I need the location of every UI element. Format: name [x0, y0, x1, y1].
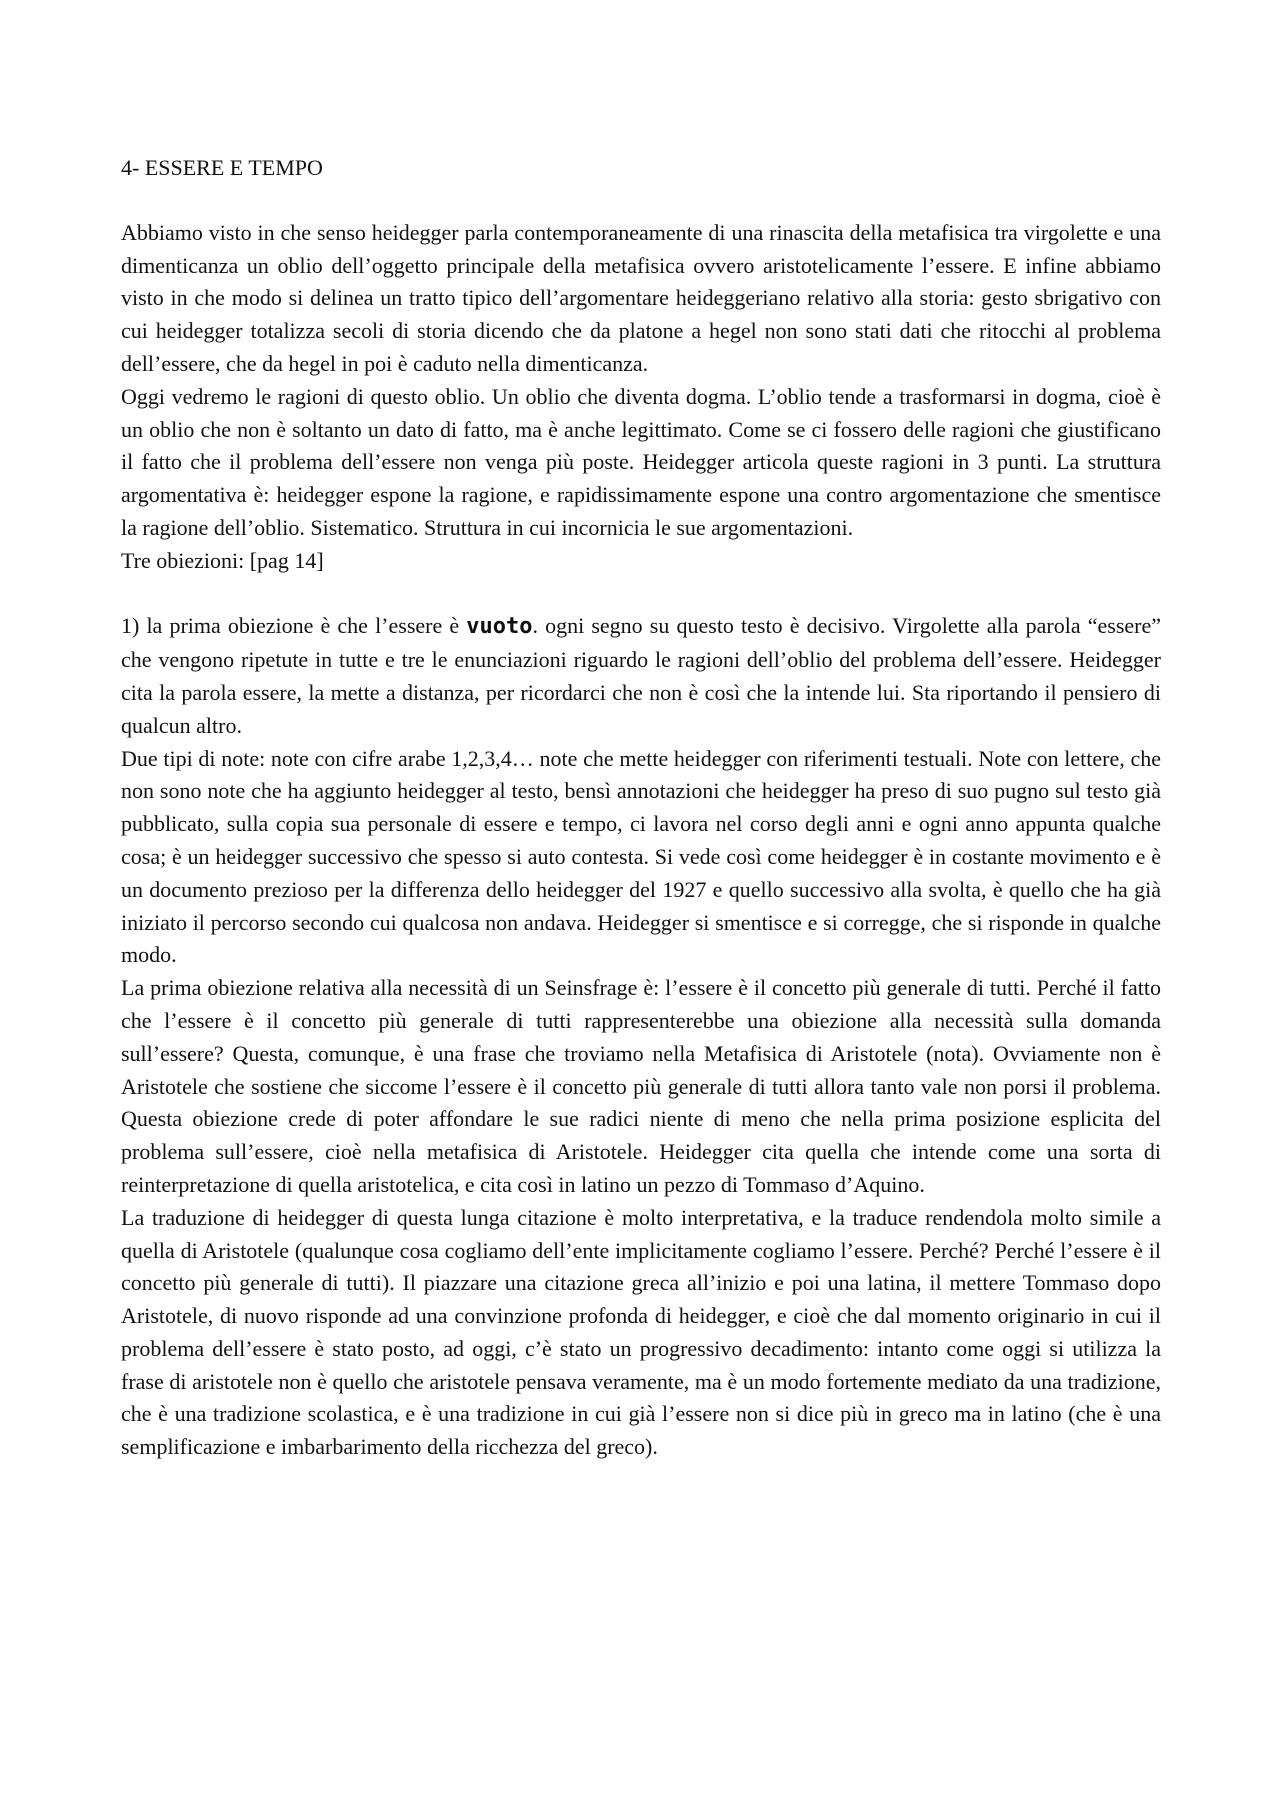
obiezione-text-before: 1) la prima obiezione è che l’essere è [121, 613, 467, 639]
paragraph-intro: Abbiamo visto in che senso heidegger parla contemporaneamente di una rinascita della metafisica tra virgolette e una dimenticanza un oblio dell’oggetto principale della metafisica ovvero aristotelicamente l’essere. E infine abbiamo visto in che modo si delinea un tratto tipico dell’argomentare heideggeriano relativo alla storia: gesto sbrigativo con cui heidegger totalizza secoli di storia dicendo che da platone a hegel non sono stati dati che ritocchi al problema dell’essere, che da hegel in poi è caduto nella dimenticanza. [121, 219, 1161, 376]
paragraph-oblio: Oggi vedremo le ragioni di questo oblio. Un oblio che diventa dogma. L’oblio tende a trasformarsi in dogma, cioè è un oblio che non è soltanto un dato di fatto, ma è anche legittimato. Come se ci fossero delle ragioni che giustificano il fatto che il problema dell’essere non venga più poste. Heidegger articola queste ragioni in 3 punti. La struttura argomentativa è: heidegger espone la ragione, e rapidissimamente espone una contro argomentazione che smentisce la ragione dell’oblio. Sistematico. Struttura in cui incornicia le sue argomentazioni. [121, 383, 1161, 540]
obiezione-text-after: . ogni segno su questo testo è decisivo. Virgolette alla parola “essere” che vengono ripetute in tutte e tre le enunciazioni riguardo le ragioni dell’oblio del problema dell’essere. Heidegger cita la parola essere, la mette a distanza, per ricordarci che non è così che la intende lui. Sta riportando il pensiero di qualcun altro. [121, 613, 1161, 738]
document-body [121, 152, 1161, 1464]
obiezione-emphasis: vuoto [466, 614, 533, 640]
paragraph-traduzione: La traduzione di heidegger di questa lunga citazione è molto interpretativa, e la traduce rendendola molto simile a quella di Aristotele (qualunque cosa cogliamo dell’ente implicitamente cogliamo l’essere. Perché? Perché l’essere è il concetto più generale di tutti). Il piazzare una citazione greca all’inizio e poi una latina, il mettere Tommaso dopo Aristotele, di nuovo risponde ad una convinzione profonda di heidegger, e cioè che dal momento originario in cui il problema dell’essere è stato posto, ad oggi, c’è stato un progressivo decadimento: intanto come oggi si utilizza la frase di aristotele non è quello che aristotele pensava veramente, ma è un modo fortemente mediato da una tradizione, che è una tradizione scolastica, e è una tradizione in cui già l’essere non si dice più in greco ma in latino (che è una semplificazione e imbarbarimento della ricchezza del greco). [121, 1204, 1161, 1460]
blank-line [121, 578, 1161, 611]
paragraph-prima-obiezione [121, 610, 1161, 742]
section-heading: 4- ESSERE E TEMPO [121, 155, 323, 180]
paragraph-note: Due tipi di note: note con cifre arabe 1,2,3,4… note che mette heidegger con riferimenti testuali. Note con lettere, che non sono note che ha aggiunto heidegger al testo, bensì annotazioni che heidegger ha preso di suo pugno sul testo già pubblicato, sulla copia sua personale di essere e tempo, ci lavora nel corso degli anni e ogni anno appunta qualche cosa; è un heidegger successivo che spesso si auto contesta. Si vede così come heidegger è in costante movimento e è un documento prezioso per la differenza dello heidegger del 1927 e quello successivo alla svolta, è quello che ha già iniziato il percorso secondo cui qualcosa non andava. Heidegger si smentisce e si corregge, che si risponde in qualche modo. [121, 745, 1161, 968]
paragraph-tre-obiezioni: Tre obiezioni: [pag 14] [121, 547, 324, 573]
paragraph-seinsfrage: La prima obiezione relativa alla necessità di un Seinsfrage è: l’essere è il concetto più generale di tutti. Perché il fatto che l’essere è il concetto più generale di tutti rappresenterebbe una obiezione alla necessità sulla domanda sull’essere? Questa, comunque, è una frase che troviamo nella Metafisica di Aristotele (nota). Ovviamente non è Aristotele che sostiene che siccome l’essere è il concetto più generale di tutti allora tanto vale non porsi il problema. Questa obiezione crede di poter affondare le sue radici niente di meno che nella prima posizione esplicita del problema sull’essere, cioè nella metafisica di Aristotele. Heidegger cita quella che intende come una sorta di reinterpretazione di quella aristotelica, e cita così in latino un pezzo di Tommaso d’Aquino. [121, 975, 1161, 1197]
